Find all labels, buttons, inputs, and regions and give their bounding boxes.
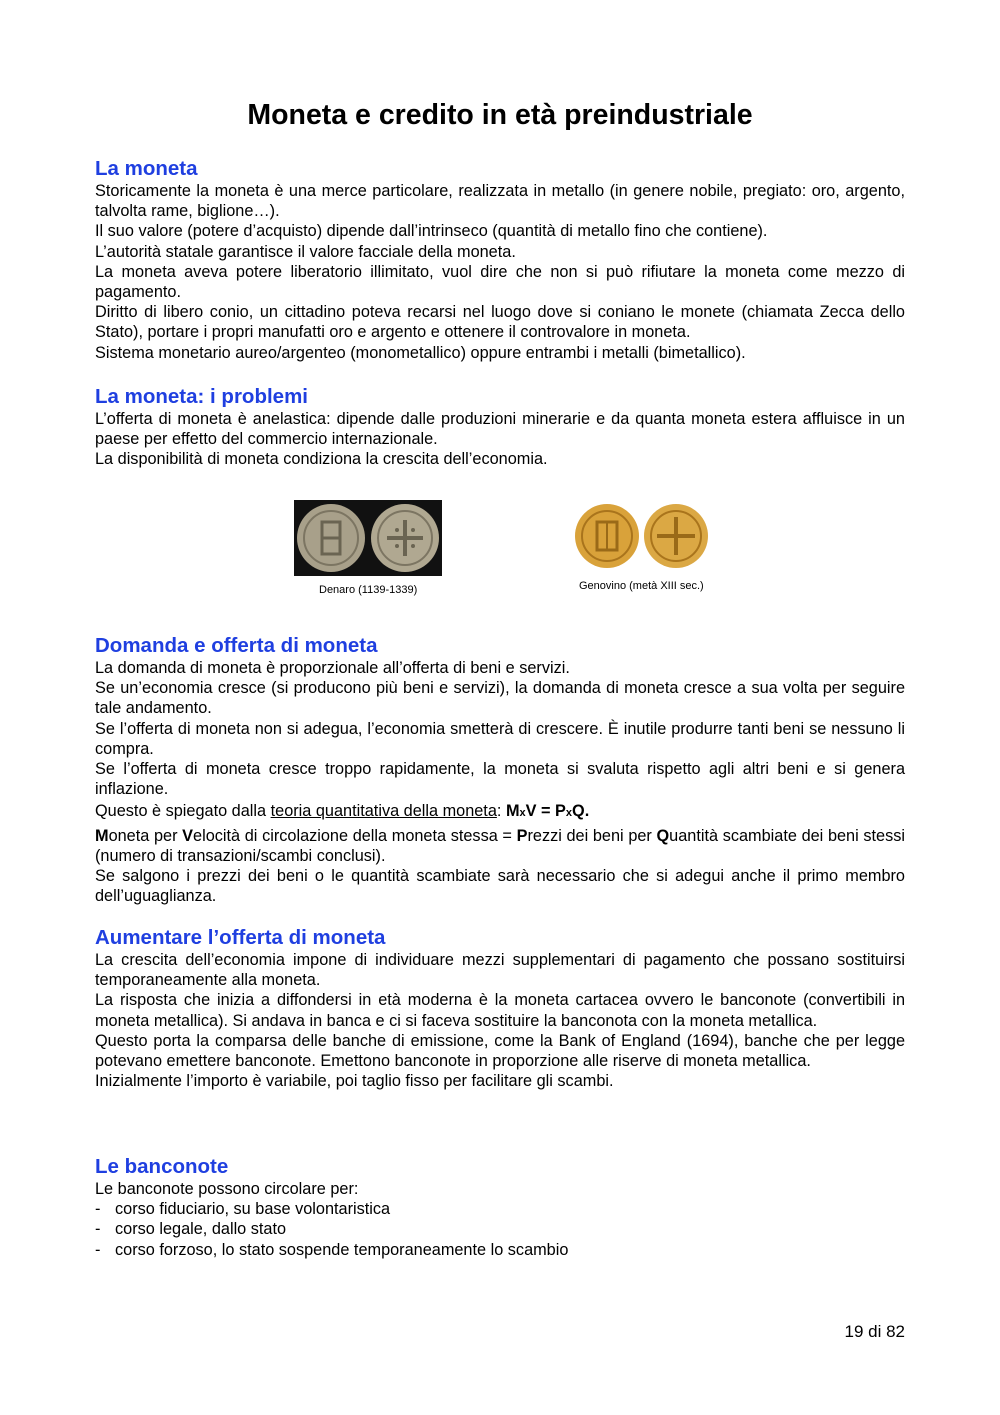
paragraph: Storicamente la moneta è una merce particolare, realizzata in metallo (in genere nobile, pregiato: oro, argento, talvolta rame, biglione…). <box>95 182 905 221</box>
genovino-caption: Genovino (metà XIII sec.) <box>579 580 704 592</box>
paragraph: Sistema monetario aureo/argenteo (monometallico) oppure entrambi i metalli (bimetallico). <box>95 343 746 362</box>
paragraph: La disponibilità di moneta condiziona la crescita dell’economia. <box>95 450 548 469</box>
section-heading: Aumentare l’offerta di moneta <box>95 926 386 949</box>
paragraph: La domanda di moneta è proporzionale all’offerta di beni e servizi. <box>95 659 570 677</box>
paragraph: Inizialmente l’importo è variabile, poi taglio fisso per facilitare gli scambi. <box>95 1072 614 1091</box>
section-problemi <box>95 385 905 470</box>
coin-images <box>95 498 905 608</box>
list-item: - corso forzoso, lo stato sospende temporaneamente lo scambio <box>95 1240 569 1259</box>
paragraph: Se l’offerta di moneta cresce troppo rapidamente, la moneta si svaluta rispetto agli altri beni e si genera inflazione. <box>95 760 905 799</box>
paragraph: Se un’economia cresce (si producono più beni e servizi), la domanda di moneta cresce a sua volta per seguire tale andamento. <box>95 679 905 718</box>
section-aumentare-offerta <box>95 926 905 1091</box>
section-heading: Domanda e offerta di moneta <box>95 634 378 657</box>
paragraph: Se l’offerta di moneta non si adegua, l’economia smetterà di crescere. È inutile produrre tanti beni se nessuno li compra. <box>95 719 905 758</box>
section-heading: La moneta: i problemi <box>95 385 308 408</box>
theory-intro: Questo è spiegato dalla <box>95 802 271 821</box>
paragraph: Il suo valore (potere d’acquisto) dipende dall’intrinseco (quantità di metallo fino che contiene). <box>95 222 768 241</box>
section-domanda-offerta <box>95 634 905 906</box>
paragraph: La crescita dell’economia impone di individuare mezzi supplementari di pagamento che possano sostituirsi temporaneamente alla moneta. <box>95 951 905 990</box>
section-heading: Le banconote <box>95 1155 229 1178</box>
paragraph: L’autorità statale garantisce il valore facciale della moneta. <box>95 242 516 261</box>
genovino-coin-image <box>574 501 710 576</box>
paragraph: Questo porta la comparsa delle banche di emissione, come la Bank of England (1694), banche che per legge potevano emettere banconote. Emettono banconote in proporzione alle riserve di moneta metallica. <box>95 1031 905 1071</box>
page-number: 19 di 82 <box>844 1322 905 1341</box>
paragraph: Le banconote possono circolare per: <box>95 1180 359 1198</box>
paragraph: Diritto di libero conio, un cittadino poteva recarsi nel luogo dove si coniano le monete (chiamata Zecca dello Stato), portare i propri manufatti oro e argento e ottenere il controvalore in moneta. <box>95 303 905 342</box>
paragraph: Se salgono i prezzi dei beni o le quantità scambiate sarà necessario che si adegui anche il primo membro dell’uguaglianza. <box>95 867 905 906</box>
page-title: Moneta e credito in età preindustriale <box>247 99 753 131</box>
paragraph: L’offerta di moneta è anelastica: dipende dalle produzioni minerarie e da quanta moneta estera affluisce in un paese per effetto del commercio internazionale. <box>95 410 905 449</box>
theory-link: teoria quantitativa della moneta <box>270 802 497 821</box>
formula-explanation: Moneta per Velocità di circolazione della moneta stessa = Prezzi dei beni per Quantità scambiate dei beni stessi (numero di transazioni/scambi conclusi). <box>95 826 906 865</box>
section-banconote <box>95 1155 905 1260</box>
paragraph: La moneta aveva potere liberatorio illimitato, vuol dire che non si può rifiutare la moneta come mezzo di pagamento. <box>95 262 905 302</box>
section-heading: La moneta <box>95 157 198 180</box>
denaro-caption: Denaro (1139-1339) <box>319 584 418 596</box>
formula: MxV = PxQ. <box>505 802 590 821</box>
list-item: - corso fiduciario, su base volontaristica <box>95 1200 391 1219</box>
section-la-moneta <box>95 157 905 363</box>
paragraph: La risposta che inizia a diffondersi in età moderna è la moneta cartacea ovvero le banconote (convertibili in moneta metallica). Si andava in banca e ci si faceva sostituire la banconota con la moneta metallica. <box>95 991 905 1030</box>
list-item: - corso legale, dallo stato <box>95 1220 287 1239</box>
theory-paragraph: Questo è spiegato dalla teoria quantitativa della moneta: MxV = PxQ. <box>95 802 590 821</box>
denaro-coin-image <box>294 500 442 581</box>
